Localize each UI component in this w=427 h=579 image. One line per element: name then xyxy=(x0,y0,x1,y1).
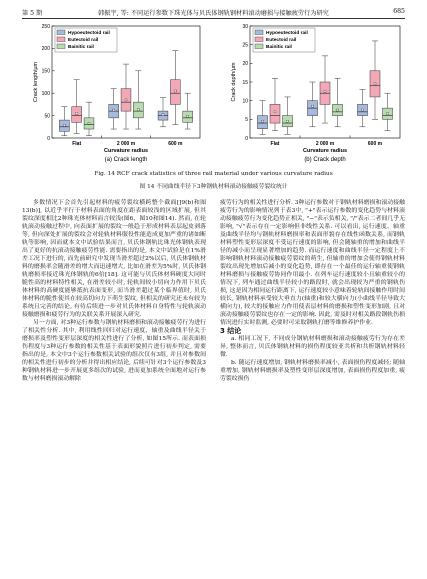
mean-marker xyxy=(287,120,289,122)
y-tick-label: 30 xyxy=(242,23,248,30)
mean-marker xyxy=(362,109,364,111)
legend-swatch xyxy=(255,37,263,42)
mean-marker xyxy=(76,112,78,114)
conclusion-item: a. 相同工况下, 不同成分钢轨材料磨损和滚动接触疲劳行为存在差异, 整体而言, 贝氏体钢轨材料的损伤程度较亚共析和共析钢轨材料轻微. xyxy=(220,336,405,359)
y-tick-label: 150 xyxy=(41,68,50,75)
mean-marker xyxy=(113,109,115,111)
legend-swatch xyxy=(57,44,65,49)
x-axis-label: Curvature radius xyxy=(302,148,348,154)
legend-swatch xyxy=(255,30,263,35)
mean-marker xyxy=(262,120,264,122)
box xyxy=(270,104,280,123)
legend-label: Eutectoid rail xyxy=(68,38,99,43)
mean-marker xyxy=(174,90,176,92)
legend-label: Eutectoid rail xyxy=(266,38,297,43)
x-tick-label: Flat xyxy=(72,141,82,147)
panel-title: (b) Crack depth xyxy=(304,157,346,163)
caption-cn: 图 14 不同曲线半径下3种钢轨材料滚动接触疲劳裂纹统计 xyxy=(139,184,288,190)
x-tick-label: 2 000 m xyxy=(116,141,136,147)
mean-marker xyxy=(88,122,90,124)
mean-marker xyxy=(137,109,139,111)
mean-marker xyxy=(387,113,389,115)
page-number: 685 xyxy=(393,8,405,15)
y-tick-label: 100 xyxy=(41,91,50,97)
legend-swatch xyxy=(57,37,65,42)
paragraph: 疲劳行为的相关性进行分析. 3种运行参数对于钢轨材料磨损和滚动接触疲劳行为的影响情况列于表3中, "+"表示运行参数的变化趋势与材料滚动接触疲劳行为变化趋势正相关, "−"表示负相关, "/"表示二者间几乎无影响, "√"表示存在一定影响但非线性关系. 可以看出, 运行速度、轴重及曲线半径均与钢轨材料磨损率和表面形貌存在线性函数关系, 而钢轨材料塑性变形层深度不受运行速度的影响, 但会随轴重的增加和曲线半径的减小而呈现显著增加的趋势. 而运行速度和曲线半径一定程度上不影响钢轨材料滚动接触疲劳裂纹的萌生, 但轴重的增加会使得钢轨材料裂纹出现先增加后减小的变化趋势, 即存在一个最佳的运行轴重使钢轨材料磨损与接触疲劳协同作用最小. 在列车运行速度较小且轴重较小的情况下, 列车通过曲线半径较小的路段时, 就会出现较为严重的钢轨伤损, 这是因为相同运行距离下, 运行速度较小意味着轮轨间接触作用时间较长, 钢轨材料承受较大垂直力(轴重)和较大横向力(小曲线半径导致大横向力), 较大的接触应力作用使表层材料的磨损和塑性变形加剧, 且对滚动接触疲劳裂纹也存在一定的影响. 因此, 需及时对相关路段钢轨伤损情况进行实时监测, 必要时可采取钢轨打磨等维修养护作业. xyxy=(220,200,405,327)
legend-label: Bainitic rail xyxy=(68,45,94,50)
mean-marker xyxy=(324,90,326,92)
x-tick-label: 600 m xyxy=(168,141,183,147)
conclusion-item: b. 随运行速度增加, 钢轨材料磨损率减小, 表面损伤程度减轻; 随轴重增加, 钢轨材料磨损率及塑性变形层深度增加, 表面损伤程度加重, 疲劳裂纹损伤 xyxy=(220,360,405,383)
panel-title: (a) Crack length xyxy=(104,157,148,163)
section-heading: 3 结论 xyxy=(220,327,242,336)
legend-label: Hypoeutectoid rail xyxy=(68,31,110,36)
y-tick-label: 25 xyxy=(242,42,248,49)
legend-label: Hypoeutectoid rail xyxy=(266,31,308,36)
paragraph: 多数情况下会首先引起材料的疲劳裂纹横跨整个截面[]9(b)和图13(b)], 以近乎平行于材料表面的角度在距表面较浅的区域扩展, 但其裂纹深度相比2种珠光体材料而言较浅(图6、图10和图14). 然而, 在轮轨滚动接触过程中, 向表面扩展的裂纹一般趋于形成材料表层起皮剥落等, 但向深处扩展的裂纹会对轮轨材料服役性能造成更加严重的诸如断轨等影响, 因而就本文中试验结果而言, 贝氏体钢轨比珠光体钢轨表现出了更好的抗滚动接触疲劳性能. 需要指出的是, 本文中试验是在1%滑差工况下进行的, 而先前研究中发现当滑差超过2%以后, 贝氏体钢轨材料的磨损率会随滑差的增大而迅速增大, 比如在滑差为5%时, 贝氏体钢轨磨损率接近珠光体钢轨的6倍[18]. 这可能与贝氏体材料硬度大同时脆性高的材料特性相关, 在滑差较小时, 轮轨间较小切向力作用下贝氏体材料的高硬度能够抵抗表面变形, 而当滑差超过某个临界值时, 贝氏体材料的脆性使其在较高切向力下萌生裂纹, 但相关的研究还未有较为系统且完善的结论, 有待后续进一步对贝氏体材料自身特性与轮轨滚动接触磨损和疲劳行为的关联关系开展深入研究. xyxy=(22,200,206,319)
running-header xyxy=(22,6,405,19)
mean-marker xyxy=(374,83,376,85)
x-tick-label: 600 m xyxy=(367,141,383,147)
mean-marker xyxy=(312,105,314,107)
caption-en: Fig. 14 RCF crack statistics of three rail material under various curvature radius xyxy=(94,171,333,177)
mean-marker xyxy=(274,111,276,113)
y-tick-label: 5 xyxy=(245,117,248,124)
x-axis-label: Curvature radius xyxy=(103,148,149,154)
mean-marker xyxy=(337,109,339,111)
legend-swatch xyxy=(255,44,263,49)
mean-marker xyxy=(63,124,65,126)
y-axis-label: Crack depth/μm xyxy=(231,62,237,102)
paragraph: 另一方面, 对3种运行参数与钢轨材料磨损和滚动接触疲劳行为进行了相关性分析. 其中, 利用线性回归对运行速度、轴重及曲线半径关于磨损率及塑性变形层深度的相关性进行了分析, 如图15所示. 而表面损伤程度与3种运行参数的相关性基于表面形貌照片进行初步判定, 需要指出的是, 本文中3个运行参数相关试验的组次仅有3组, 并且对参数间的相关性进行初步的分析并得出相应结论, 后续可针对3个运行参数及3种钢轨材料进一步开展更多组次的试验, 进而更加系统全面地对运行参数与材料磨损滚动解除 xyxy=(22,320,206,383)
y-tick-label: 250 xyxy=(41,23,50,30)
left-column xyxy=(22,199,206,383)
x-tick-label: 2 000 m xyxy=(315,141,335,147)
y-tick-label: 200 xyxy=(41,46,50,53)
y-tick-label: 15 xyxy=(242,79,248,86)
legend-swatch xyxy=(57,30,65,35)
y-tick-label: 20 xyxy=(242,61,248,68)
figure-14 xyxy=(22,20,405,170)
right-column xyxy=(220,199,405,383)
running-title: 韩振宇, 等: 不同运行参数下珠光体与贝氏体钢轨钢材料滚动磨损与接触疲劳行为研究 xyxy=(98,10,329,17)
x-tick-label: Flat xyxy=(270,141,280,147)
y-tick-label: 10 xyxy=(242,98,248,105)
mean-marker xyxy=(187,115,189,117)
mean-marker xyxy=(162,114,164,116)
y-tick-label: 0 xyxy=(245,135,248,142)
y-tick-label: 50 xyxy=(44,113,50,120)
y-axis-label: Crack length/μm xyxy=(33,61,39,103)
legend-label: Bainitic rail xyxy=(266,45,292,50)
mean-marker xyxy=(125,99,127,101)
y-tick-label: 0 xyxy=(47,135,50,142)
issue-number: 第 5 期 xyxy=(22,10,43,17)
